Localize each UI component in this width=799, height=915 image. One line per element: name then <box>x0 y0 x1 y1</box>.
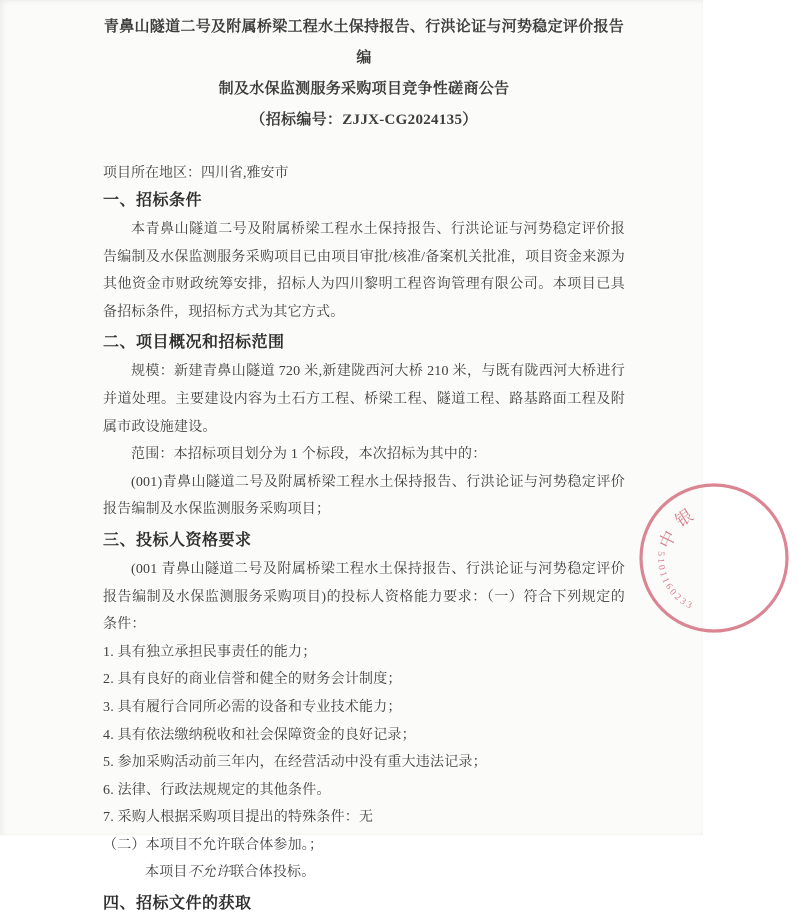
tender-number: （招标编号：ZJJX-CG2024135） <box>250 112 478 128</box>
stamp-code-text: 5101160233 <box>654 550 696 613</box>
paragraph <box>103 441 625 469</box>
stamp-name-text: 中银 <box>655 501 703 552</box>
project-location: 项目所在地区：四川省,雅安市 <box>103 166 289 181</box>
section-heading: 一、招标条件 <box>103 192 203 209</box>
section <box>103 190 625 326</box>
paragraph <box>103 722 625 750</box>
section <box>103 893 625 915</box>
paragraph <box>103 859 625 887</box>
paragraph <box>103 216 625 326</box>
text-run: 2. 具有良好的商业信誉和健全的财务会计制度； <box>103 672 402 688</box>
paragraph <box>103 469 625 524</box>
text-run: （二）本项目不允许联合体参加。； <box>103 837 324 853</box>
text-run: (001 青鼻山隧道二号及附属桥梁工程水土保持报告、行洪论证与河势稳定评价报告编制及水保监测服务采购项目)的投标人资格能力要求：（一）符合下列规定的条件： <box>103 561 625 633</box>
section-heading: 四、招标文件的获取 <box>103 895 252 913</box>
text-run: 规模：新建青鼻山隧道 720 米,新建陇西河大桥 210 米，与既有陇西河大桥进行并道处理。主要建设内容为土石方工程、桥梁工程、隧道工程、路基路面工程及附属市政设施建设。 <box>103 364 625 435</box>
emphasized-text: 不允许 <box>187 865 231 881</box>
text-run: 范围：本招标项目划分为 1 个标段，本次招标为其中的： <box>131 447 487 463</box>
section-heading: 三、投标人资格要求 <box>103 531 252 549</box>
text-run: 联合体投标。 <box>230 865 316 881</box>
text-run: 6. 法律、行政法规规定的其他条件。 <box>103 782 331 798</box>
paragraph <box>103 556 625 639</box>
title-line-1: 青鼻山隧道二号及附属桥梁工程水土保持报告、行洪论证与河势稳定评价报告编 <box>103 19 625 66</box>
paragraph <box>103 804 625 832</box>
paragraph <box>103 666 625 694</box>
paragraph <box>103 694 625 722</box>
paragraph <box>103 749 625 777</box>
text-run: 1. 具有独立承担民事责任的能力； <box>103 644 317 660</box>
text-run: 本青鼻山隧道二号及附属桥梁工程水土保持报告、行洪论证与河势稳定评价报告编制及水保监测服务采购项目已由项目审批/核准/备案机关批准，项目资金来源为其他资金市财政统筹安排，招标人为四川黎明工程咨询管理有限公司。本项目已具备招标条件，现招标方式为其它方式。 <box>103 222 625 320</box>
text-run: 4. 具有依法缴纳税收和社会保障资金的良好记录； <box>103 727 416 743</box>
paragraph <box>103 639 625 667</box>
paragraph <box>103 777 625 805</box>
section <box>103 530 625 887</box>
sections <box>103 190 625 915</box>
text-run: 3. 具有履行合同所必需的设备和专业技术能力； <box>103 699 402 715</box>
section <box>103 332 625 524</box>
text-run: 本项目 <box>145 865 188 881</box>
paragraph <box>103 358 625 441</box>
text-run: 5. 参加采购活动前三年内，在经营活动中没有重大违法记录； <box>103 755 487 771</box>
title-line-2: 制及水保监测服务采购项目竞争性磋商公告 <box>218 81 510 97</box>
section-heading: 二、项目概况和招标范围 <box>103 334 285 352</box>
text-run: (001)青鼻山隧道二号及附属桥梁工程水土保持报告、行洪论证与河势稳定评价报告编制及水保监测服务采购项目； <box>103 474 625 518</box>
document-title <box>103 12 625 136</box>
text-run: 7. 采购人根据采购项目提出的特殊条件：无 <box>103 810 374 826</box>
paragraph <box>103 832 625 860</box>
